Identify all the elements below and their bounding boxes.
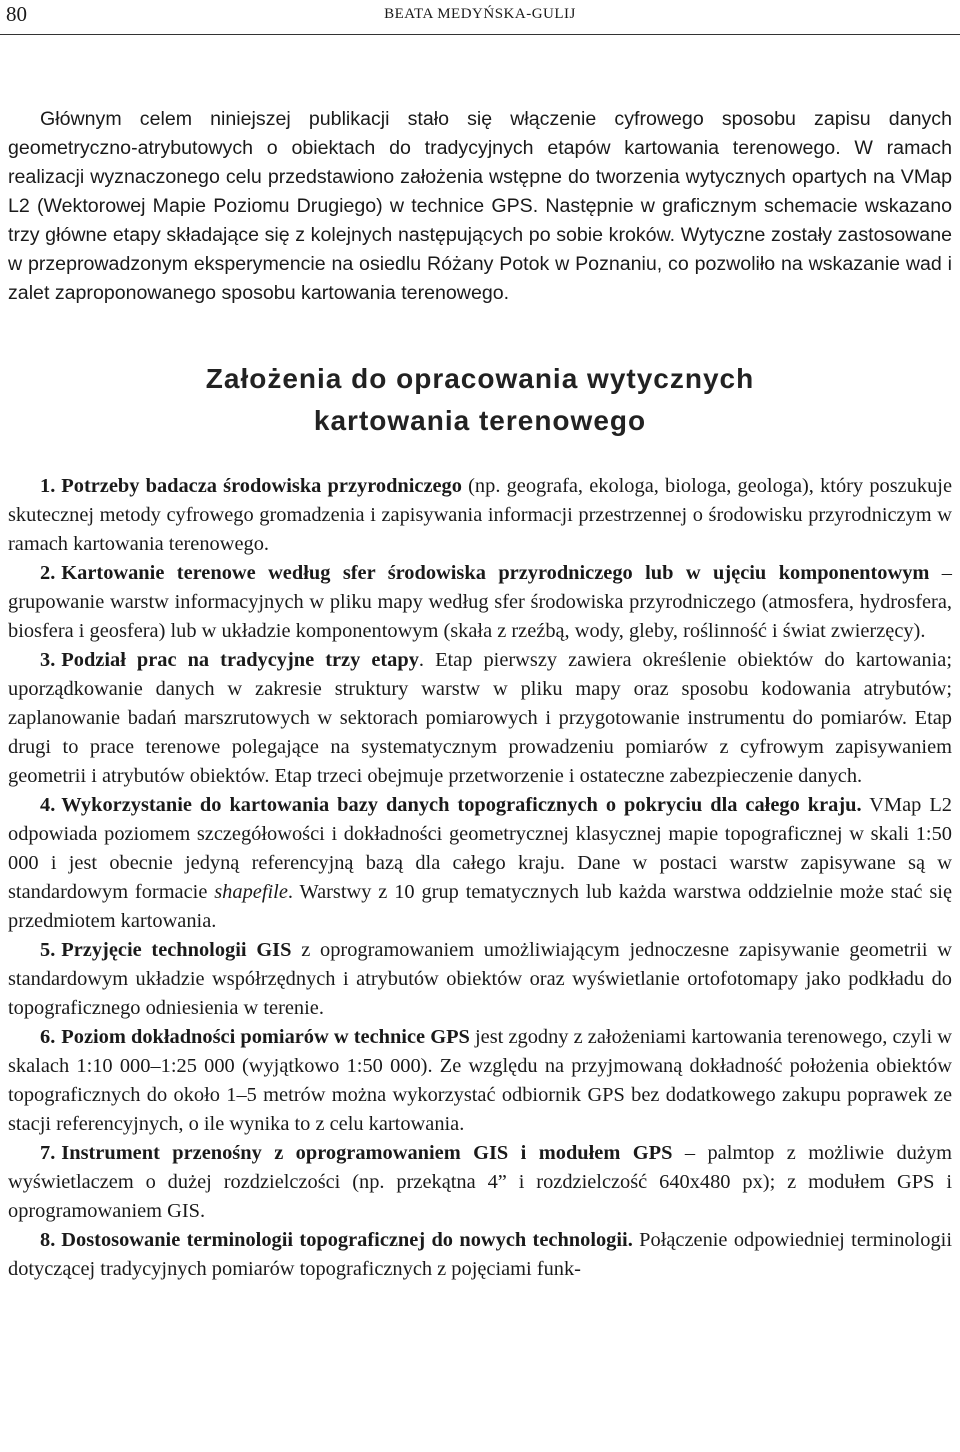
item-text: Połączenie odpowiedniej terminologii dotyczącej tradycyjnych pomiarów topograficznych z pojęciami funk- [8,1229,952,1280]
item-number: 6. [40,1026,56,1048]
list-item [8,1226,952,1284]
item-heading: Podział prac na tradycyjne trzy etapy [61,649,419,671]
intro-paragraph: Głównym celem niniejszej publikacji stało się włączenie cyfrowego sposobu zapisu danych geometryczno-atrybutowych o obiektach do tradycyjnych etapów kartowania terenowego. W ramach realizacji wyznaczonego celu przedstawiono założenia wstępne do tworzenia wytycznych opartych na VMap L2 (Wektorowej Mapie Poziomu Drugiego) w technice GPS. Następnie w graficznym schemacie wskazano trzy główne etapy składające się z kolejnych następujących po sobie kroków. Wytyczne zostały zastosowane w przeprowadzonym eksperymencie na osiedlu Różany Potok w Poznaniu, co pozwoliło na wskazanie wad i zalet zaproponowanego sposobu kartowania terenowego. [8,108,952,304]
list-item [8,559,952,646]
list-item [8,646,952,791]
item-text-continued: . Warstwy z 10 grup tematycznych lub każda warstwa oddzielnie może stać się przedmiotem kartowania. [8,881,952,932]
item-heading: Przyjęcie technologii GIS [61,939,292,961]
item-text: z oprogramowaniem umożliwiającym jednoczesne zapisywanie geometrii w standardowym układzie współrzędnych i atrybutów obiektów oraz wyświetlanie ortofotomapy jako podkładu do topograficznego odniesienia w terenie. [8,939,953,1019]
item-heading: Kartowanie terenowe według sfer środowiska przyrodniczego lub w ujęciu komponentowym [61,562,930,584]
item-emphasis: shapefile [214,881,288,903]
item-number: 1. [40,475,56,497]
list-item [8,1023,952,1139]
list-item [8,1139,952,1226]
item-heading: Wykorzystanie do kartowania bazy danych topograficznych o pokryciu dla całego kraju. [61,794,862,816]
item-heading: Potrzeby badacza środowiska przyrodniczego [61,475,462,497]
item-text: – palmtop z możliwie dużym wyświetlaczem o dużej rozdzielczości (np. przekątna 4” i rozdzielczość 640x480 px); z modułem GPS i oprogramowaniem GIS. [8,1142,953,1222]
page-body [8,105,952,1284]
section-title [8,358,952,442]
item-number: 5. [40,939,56,961]
item-number: 7. [40,1142,56,1164]
item-number: 2. [40,562,56,584]
item-number: 8. [40,1229,56,1251]
item-text: (np. geografa, ekologa, biologa, geologa), który poszukuje skutecznej metody cyfrowego gromadzenia i zapisywania informacji przestrzennej o środowisku przyrodniczym w ramach kartowania terenowego. [8,475,952,555]
list-item [8,791,952,936]
running-header [0,0,960,35]
item-heading: Instrument przenośny z oprogramowaniem GIS i modułem GPS [61,1142,673,1164]
page-number: 80 [6,2,27,26]
item-text: – grupowanie warstw informacyjnych w pliku mapy według sfer środowiska przyrodniczego (atmosfera, hydrosfera, biosfera i geosfera) lub w układzie komponentowym (skała z rzeźbą, wody, gleby, roślinność i świat zwierzęcy). [8,562,952,642]
item-text: . Etap pierwszy zawiera określenie obiektów do kartowania; uporządkowanie danych w zakresie struktury warstw w pliku mapy oraz sposobu kodowania atrybutów; zaplanowanie badań marszrutowych w sektorach pomiarowych i przygotowanie instrumentu do pomiarów. Etap drugi to prace terenowe polegające na systematycznym prowadzeniu pomiarów z cyfrowym zapisywaniem geometrii i atrybutów obiektów. Etap trzeci obejmuje przetworzenie i ostateczne zabezpieczenie danych. [8,649,952,787]
section-title-line-2: kartowania terenowego [313,405,647,436]
item-text: VMap L2 odpowiada poziomem szczegółowości i dokładności geometrycznej klasycznej mapie topograficznej w skali 1:50 000 i jest obecnie jedyną referencyjną bazą dla całego kraju. Dane w postaci warstw zapisywane są w standardowym formacie [8,794,952,903]
item-number: 3. [40,649,56,671]
list-item [8,936,952,1023]
list-item [8,472,952,559]
item-number: 4. [40,794,56,816]
item-heading: Poziom dokładności pomiarów w technice GPS [61,1026,470,1048]
item-heading: Dostosowanie terminologii topograficznej do nowych technologii. [61,1229,633,1251]
running-author: BEATA MEDYŃSKA-GULIJ [384,6,576,22]
item-text: jest zgodny z założeniami kartowania terenowego, czyli w skalach 1:10 000–1:25 000 (wyjątkowo 1:50 000). Ze względu na przyjmowaną dokładność położenia obiektów topograficznych do około 1–5 metrów można wykorzystać odbiornik GPS bez dodatkowego zakupu poprawek ze stacji referencyjnych, o ile wynika to z celu kartowania. [8,1026,952,1135]
section-title-line-1: Założenia do opracowania wytycznych [205,363,755,394]
